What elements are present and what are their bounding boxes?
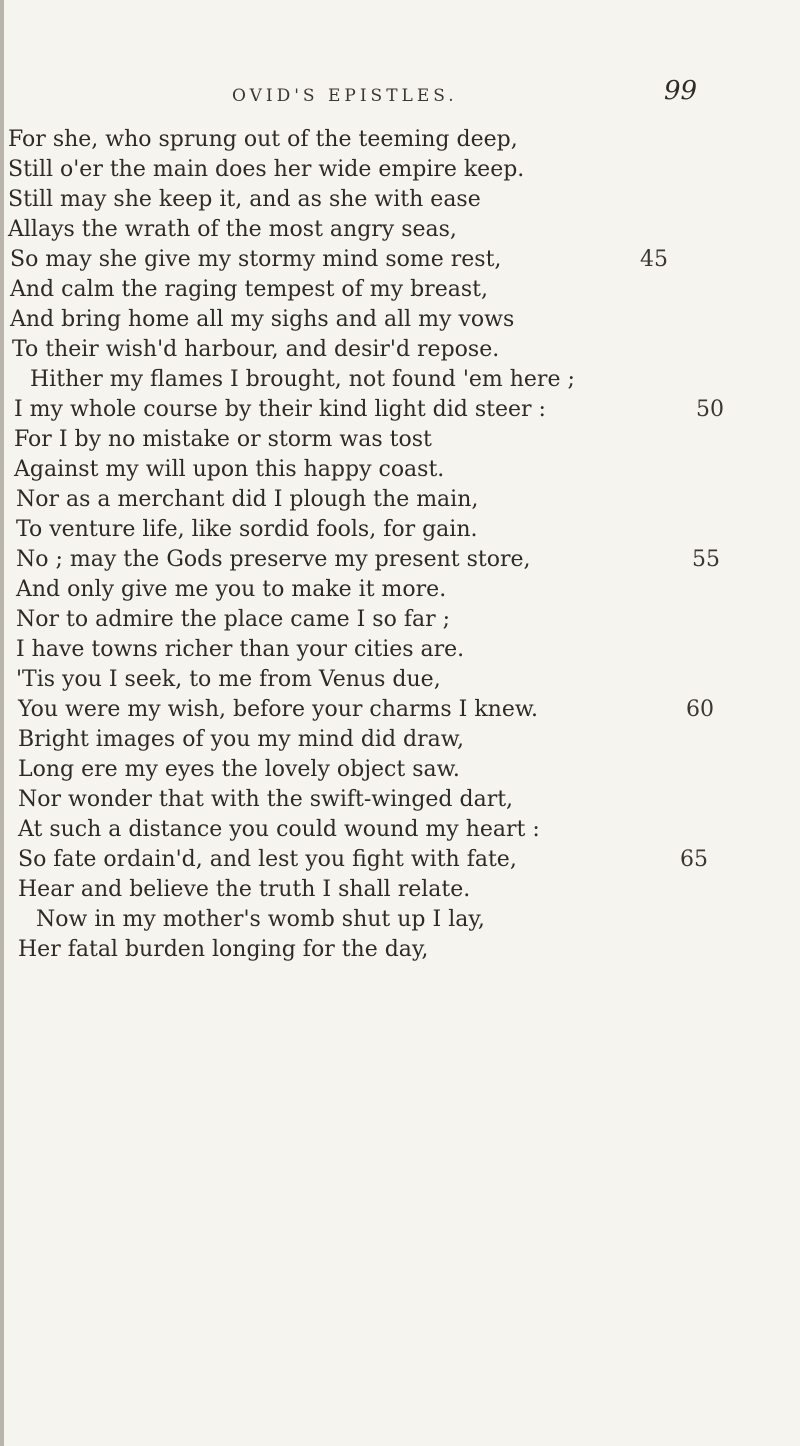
verse-line: Against my will upon this happy coast. — [14, 457, 445, 482]
line-number: 60 — [686, 697, 714, 722]
verse-line: And bring home all my sighs and all my vows — [10, 307, 515, 332]
verse-line: Her fatal burden longing for the day, — [18, 937, 429, 962]
verse-line: So fate ordain'd, and lest you fight with fate, — [18, 847, 517, 872]
verse-line: You were my wish, before your charms I knew. — [18, 697, 539, 722]
verse-line: Nor as a merchant did I plough the main, — [16, 487, 479, 512]
verse-line: So may she give my stormy mind some rest, — [10, 247, 502, 272]
line-number: 55 — [692, 547, 720, 572]
verse-line: Long ere my eyes the lovely object saw. — [18, 757, 460, 782]
line-number: 50 — [696, 397, 724, 422]
page-number: 99 — [664, 76, 698, 106]
verse-line: At such a distance you could wound my heart : — [18, 817, 540, 842]
verse-line: And only give me you to make it more. — [16, 577, 447, 602]
verse-line: 'Tis you I seek, to me from Venus due, — [16, 667, 441, 692]
verse-line: To venture life, like sordid fools, for gain. — [16, 517, 478, 542]
verse-line: Bright images of you my mind did draw, — [18, 727, 464, 752]
verse-line: And calm the raging tempest of my breast, — [10, 277, 488, 302]
verse-line: Now in my mother's womb shut up I lay, — [36, 907, 485, 932]
running-head: OVID'S EPISTLES. — [232, 86, 458, 106]
verse-line: Hear and believe the truth I shall relate. — [18, 877, 471, 902]
verse-line: Still o'er the main does her wide empire keep. — [8, 157, 525, 182]
verse-line: No ; may the Gods preserve my present store, — [16, 547, 531, 572]
page-edge-shadow — [0, 0, 4, 1446]
verse-line: Nor to admire the place came I so far ; — [16, 607, 451, 632]
line-number: 45 — [640, 247, 668, 272]
verse-line: Nor wonder that with the swift-winged dart, — [18, 787, 514, 812]
verse-line: For I by no mistake or storm was tost — [14, 427, 432, 452]
verse-line: I my whole course by their kind light did steer : — [14, 397, 546, 422]
verse-line: To their wish'd harbour, and desir'd repose. — [12, 337, 500, 362]
verse-line: For she, who sprung out of the teeming deep, — [8, 127, 518, 152]
verse-line: Hither my flames I brought, not found 'em here ; — [30, 367, 575, 392]
verse-line: I have towns richer than your cities are. — [16, 637, 465, 662]
line-number: 65 — [680, 847, 708, 872]
verse-line: Still may she keep it, and as she with ease — [8, 187, 481, 212]
verse-line: Allays the wrath of the most angry seas, — [8, 217, 457, 242]
